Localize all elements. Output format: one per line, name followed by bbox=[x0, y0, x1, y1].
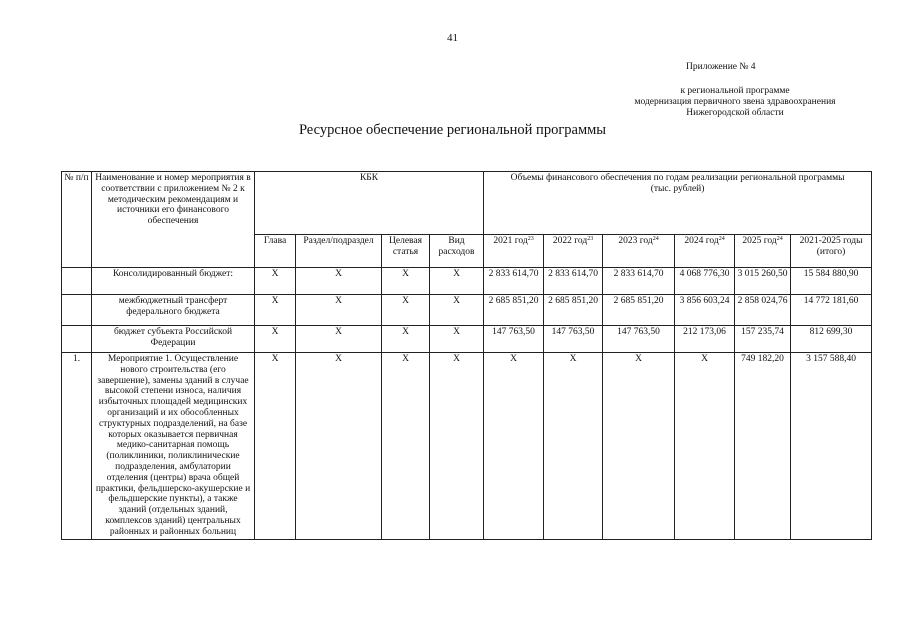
cell-razdel: X bbox=[296, 295, 382, 326]
appendix-line-3: Нижегородской области bbox=[686, 108, 784, 118]
cell-total: 812 699,30 bbox=[791, 326, 872, 353]
header-kbk: КБК bbox=[255, 172, 484, 235]
cell-y2024: X bbox=[675, 353, 735, 540]
header-financing-unit: (тыс. рублей) bbox=[650, 183, 705, 194]
header-financing-label: Объемы финансового обеспечения по годам реализации региональной программы bbox=[510, 173, 845, 183]
cell-razdel: X bbox=[296, 268, 382, 295]
table-row bbox=[62, 268, 872, 295]
cell-y2022: 2 833 614,70 bbox=[544, 268, 603, 295]
resource-table bbox=[61, 171, 872, 540]
header-y2021: 2021 год$^{23}$ bbox=[484, 235, 544, 268]
cell-name: Консолидированный бюджет: bbox=[92, 268, 255, 295]
cell-target: X bbox=[382, 326, 430, 353]
header-y2023: 2023 год$^{24}$ bbox=[603, 235, 675, 268]
document-title: Ресурсное обеспечение региональной программы bbox=[298, 122, 607, 138]
header-vid: Вид расходов bbox=[430, 235, 484, 268]
header-y2024: 2024 год$^{24}$ bbox=[675, 235, 735, 268]
cell-y2022: X bbox=[544, 353, 603, 540]
cell-glava: X bbox=[255, 326, 296, 353]
appendix-line-1: к региональной программе bbox=[680, 86, 790, 96]
header-y2025: 2025 год$^{24}$ bbox=[735, 235, 791, 268]
cell-y2021: 2 685 851,20 bbox=[484, 295, 544, 326]
page-number: 41 bbox=[447, 32, 458, 44]
cell-y2024: 212 173,06 bbox=[675, 326, 735, 353]
cell-target: X bbox=[382, 353, 430, 540]
table-row bbox=[62, 295, 872, 326]
cell-y2022: 2 685 851,20 bbox=[544, 295, 603, 326]
cell-y2023: 2 833 614,70 bbox=[603, 268, 675, 295]
appendix-line-2: модернизация первичного звена здравоохранения bbox=[634, 97, 836, 107]
cell-glava: X bbox=[255, 268, 296, 295]
header-target: Целевая статья bbox=[382, 235, 430, 268]
appendix-subtitle bbox=[570, 86, 900, 119]
cell-y2023: X bbox=[603, 353, 675, 540]
cell-name: бюджет субъекта Российской Федерации bbox=[92, 326, 255, 353]
cell-y2025: 157 235,74 bbox=[735, 326, 791, 353]
cell-y2021: X bbox=[484, 353, 544, 540]
cell-total: 14 772 181,60 bbox=[791, 295, 872, 326]
cell-vid: X bbox=[430, 326, 484, 353]
cell-total: 3 157 588,40 bbox=[791, 353, 872, 540]
cell-y2021: 147 763,50 bbox=[484, 326, 544, 353]
header-num: № п/п bbox=[62, 172, 92, 268]
cell-glava: X bbox=[255, 353, 296, 540]
cell-y2023: 2 685 851,20 bbox=[603, 295, 675, 326]
cell-y2023: 147 763,50 bbox=[603, 326, 675, 353]
cell-vid: X bbox=[430, 353, 484, 540]
cell-num bbox=[62, 268, 92, 295]
cell-razdel: X bbox=[296, 353, 382, 540]
cell-glava: X bbox=[255, 295, 296, 326]
cell-vid: X bbox=[430, 295, 484, 326]
cell-name: Мероприятие 1. Осуществление нового строительства (его завершение), замены зданий в случае высокой степени износа, наличия избыточных площадей медицинских организаций и их обособленных структурных подразделений, на базе которых оказывается первичная медико-санитарная помощь (поликлиники, поликлинические подразделения, амбулатории отделения (центры) врача общей практики, фельдшерско-акушерские и фельдшерские пункты), а также зданий (отдельных зданий, комплексов зданий) центральных районных и районных больниц bbox=[92, 353, 255, 540]
cell-y2024: 3 856 603,24 bbox=[675, 295, 735, 326]
cell-num bbox=[62, 295, 92, 326]
header-y2022: 2022 год$^{23}$ bbox=[544, 235, 603, 268]
cell-y2024: 4 068 776,30 bbox=[675, 268, 735, 295]
cell-y2021: 2 833 614,70 bbox=[484, 268, 544, 295]
header-financing bbox=[484, 172, 872, 235]
table-row bbox=[62, 326, 872, 353]
table-row bbox=[62, 353, 872, 540]
header-name: Наименование и номер мероприятия в соответствии с приложением № 2 к методическим рекомендациям и источники его финансового обеспечения bbox=[92, 172, 255, 268]
cell-y2025: 749 182,20 bbox=[735, 353, 791, 540]
cell-vid: X bbox=[430, 268, 484, 295]
cell-total: 15 584 880,90 bbox=[791, 268, 872, 295]
cell-razdel: X bbox=[296, 326, 382, 353]
cell-target: X bbox=[382, 295, 430, 326]
header-glava: Глава bbox=[255, 235, 296, 268]
cell-y2025: 2 858 024,76 bbox=[735, 295, 791, 326]
cell-name: межбюджетный трансферт федерального бюджета bbox=[92, 295, 255, 326]
cell-num: 1. bbox=[62, 353, 92, 540]
appendix-title: Приложение № 4 bbox=[686, 62, 756, 72]
header-razdel: Раздел/подраздел bbox=[296, 235, 382, 268]
cell-y2025: 3 015 260,50 bbox=[735, 268, 791, 295]
cell-target: X bbox=[382, 268, 430, 295]
cell-num bbox=[62, 326, 92, 353]
cell-y2022: 147 763,50 bbox=[544, 326, 603, 353]
header-total: 2021-2025 годы (итого) bbox=[791, 235, 872, 268]
